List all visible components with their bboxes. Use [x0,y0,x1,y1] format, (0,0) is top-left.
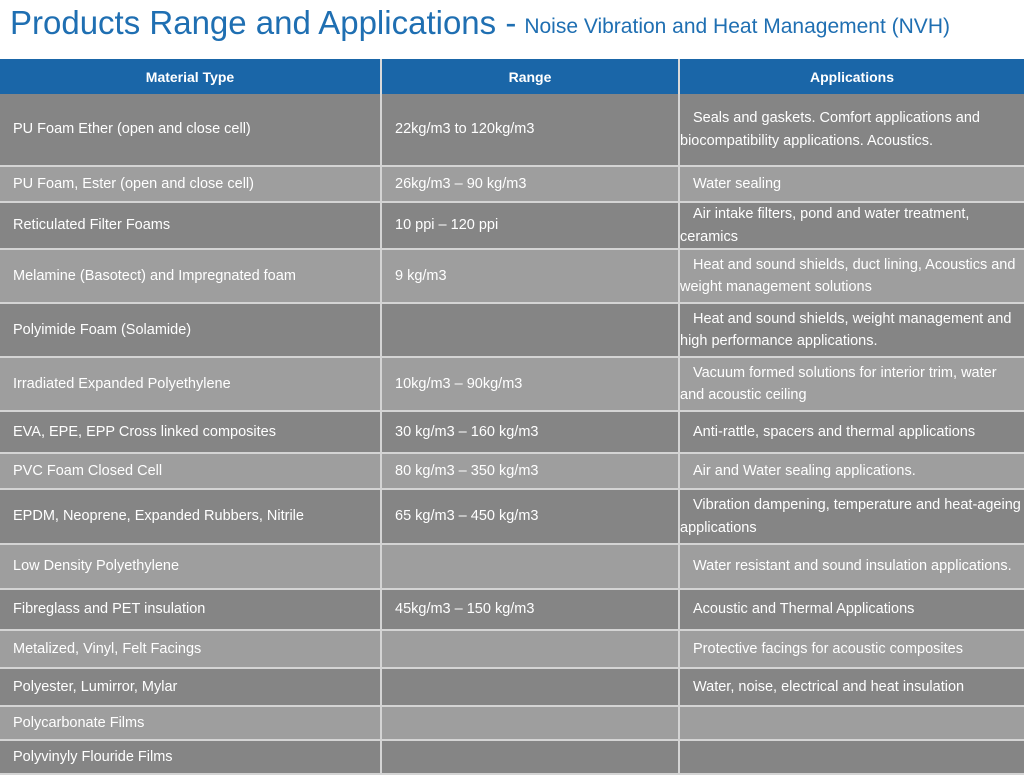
column-header-range: Range [381,59,679,94]
table-row [0,249,1024,303]
applications-text: Air and Water sealing applications. [693,462,916,479]
applications-cell [679,303,1024,357]
applications-cell [679,630,1024,668]
table-row [0,589,1024,630]
applications-cell [679,489,1024,544]
header-row [0,59,1024,94]
applications-cell [679,357,1024,411]
applications-text: Vacuum formed solutions for interior trim, water and acoustic ceiling [680,364,997,403]
applications-text: Protective facings for acoustic composites [693,640,963,657]
table-row [0,303,1024,357]
range-cell: 80 kg/m3 – 350 kg/m3 [381,453,679,489]
applications-text: Heat and sound shields, duct lining, Acoustics and weight management solutions [680,256,1016,295]
page-subtitle: Noise Vibration and Heat Management (NVH) [524,15,950,38]
table-row [0,544,1024,589]
table-header [0,59,1024,94]
range-cell [381,544,679,589]
range-cell: 30 kg/m3 – 160 kg/m3 [381,411,679,453]
range-cell [381,706,679,740]
table-row [0,202,1024,249]
range-cell: 26kg/m3 – 90 kg/m3 [381,166,679,202]
range-cell: 10 ppi – 120 ppi [381,202,679,249]
table-row [0,166,1024,202]
range-cell [381,740,679,774]
material-cell: PVC Foam Closed Cell [0,453,381,489]
applications-text: Air intake filters, pond and water treatment, ceramics [680,206,970,245]
table-row [0,357,1024,411]
applications-text: Vibration dampening, temperature and heat-ageing applications [680,497,1021,536]
material-cell: Reticulated Filter Foams [0,202,381,249]
applications-text: Heat and sound shields, weight management and high performance applications. [680,310,1012,349]
range-cell: 45kg/m3 – 150 kg/m3 [381,589,679,630]
table-body [0,94,1024,774]
table-row [0,668,1024,706]
material-cell: Irradiated Expanded Polyethylene [0,357,381,411]
applications-text: Water resistant and sound insulation applications. [693,558,1012,575]
column-header-applications: Applications [679,59,1024,94]
applications-text: Water, noise, electrical and heat insulation [693,678,965,695]
material-cell: Low Density Polyethylene [0,544,381,589]
range-cell: 10kg/m3 – 90kg/m3 [381,357,679,411]
applications-text: Anti-rattle, spacers and thermal applications [693,423,976,440]
table-row [0,489,1024,544]
applications-cell [679,411,1024,453]
applications-cell [679,94,1024,166]
material-cell: Melamine (Basotect) and Impregnated foam [0,249,381,303]
applications-cell [679,668,1024,706]
material-cell: EPDM, Neoprene, Expanded Rubbers, Nitrile [0,489,381,544]
applications-text: Seals and gaskets. Comfort applications and biocompatibility applications. Acoustics. [680,110,980,149]
material-cell: PU Foam Ether (open and close cell) [0,94,381,166]
column-header-material-type: Material Type [0,59,381,94]
table-row [0,94,1024,166]
material-cell: Polyester, Lumirror, Mylar [0,668,381,706]
material-cell: Fibreglass and PET insulation [0,589,381,630]
range-cell [381,303,679,357]
applications-cell [679,589,1024,630]
applications-text: Water sealing [693,175,782,192]
material-cell: Metalized, Vinyl, Felt Facings [0,630,381,668]
range-cell [381,668,679,706]
applications-cell [679,453,1024,489]
range-cell: 9 kg/m3 [381,249,679,303]
table-row [0,740,1024,774]
products-table [0,59,1024,775]
page-title [10,4,950,56]
table-row [0,453,1024,489]
applications-cell [679,544,1024,589]
material-cell: PU Foam, Ester (open and close cell) [0,166,381,202]
applications-cell [679,166,1024,202]
applications-cell [679,706,1024,740]
material-cell: Polyimide Foam (Solamide) [0,303,381,357]
applications-cell [679,740,1024,774]
table-row [0,706,1024,740]
range-cell: 22kg/m3 to 120kg/m3 [381,94,679,166]
material-cell: Polyvinyly Flouride Films [0,740,381,774]
applications-cell [679,202,1024,249]
range-cell: 65 kg/m3 – 450 kg/m3 [381,489,679,544]
applications-text: Acoustic and Thermal Applications [693,601,915,618]
table-row [0,630,1024,668]
range-cell [381,630,679,668]
material-cell: EVA, EPE, EPP Cross linked composites [0,411,381,453]
table-row [0,411,1024,453]
page-title-main: Products Range and Applications - [10,4,517,41]
material-cell: Polycarbonate Films [0,706,381,740]
applications-cell [679,249,1024,303]
